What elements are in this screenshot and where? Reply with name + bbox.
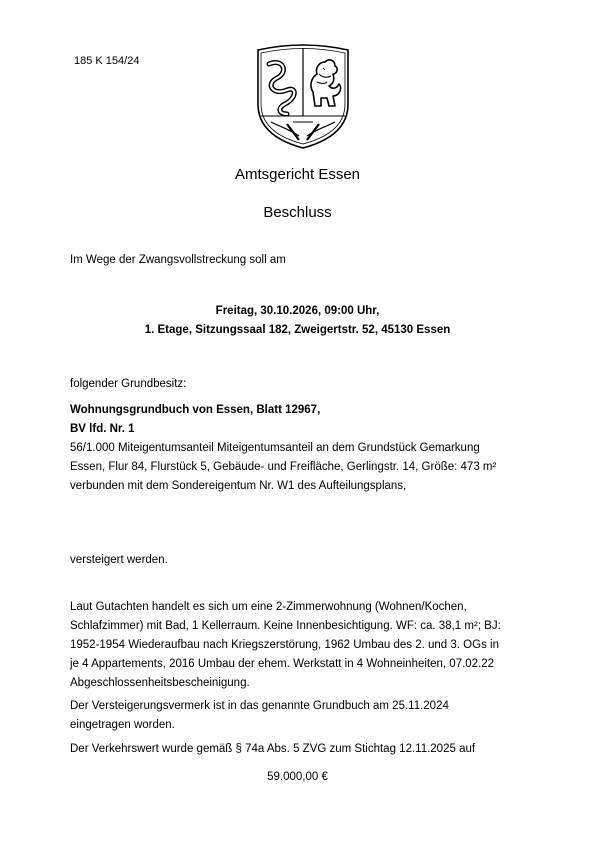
auction-verb: versteigert werden. [70, 554, 168, 566]
market-value-amount: 59.000,00 € [267, 771, 328, 783]
case-number: 185 K 154/24 [74, 55, 140, 67]
appointment-location: 1. Etage, Sitzungssaal 182, Zweigertstr. 52, 45130 Essen [144, 324, 451, 336]
document-title: Beschluss [263, 204, 332, 221]
property-line: 56/1.000 Miteigentumsanteil Miteigentumsanteil an dem Grundstück Gemarkung [70, 442, 480, 454]
property-description [70, 439, 540, 496]
nrw-coat-of-arms-icon [253, 44, 353, 152]
registration-line: eingetragen worden. [70, 719, 175, 731]
registration-line: Der Versteigerungsvermerk ist in das genannte Grundbuch am 25.11.2024 [70, 700, 449, 712]
land-register: Wohnungsgrundbuch von Essen, Blatt 12967, [70, 404, 321, 416]
property-line: verbunden mit dem Sondereigentum Nr. W1 des Aufteilungsplans, [70, 480, 407, 492]
court-name: Amtsgericht Essen [234, 166, 361, 183]
appraisal-text [70, 598, 540, 693]
intro-text: Im Wege der Zwangsvollstreckung soll am [70, 254, 286, 266]
property-line: Essen, Flur 84, Flurstück 5, Gebäude- und Freifläche, Gerlingstr. 14, Größe: 473 m² [70, 461, 497, 473]
appraisal-line: Laut Gutachten handelt es sich um eine 2-Zimmerwohnung (Wohnen/Kochen, [70, 601, 467, 613]
appointment-date: Freitag, 30.10.2026, 09:00 Uhr, [215, 305, 380, 317]
registration-text [70, 697, 540, 735]
property-intro: folgender Grundbesitz: [70, 378, 187, 390]
appraisal-line: Abgeschlossenheitsbescheinigung. [70, 677, 250, 689]
market-value-text: Der Verkehrswert wurde gemäß § 74a Abs. 5 ZVG zum Stichtag 12.11.2025 auf [70, 743, 476, 755]
appraisal-line: Schlafzimmer) mit Bad, 1 Kellerraum. Keine Innenbesichtigung. WF: ca. 38,1 m²; BJ: [70, 620, 501, 632]
appraisal-line: je 4 Appartements, 2016 Umbau der ehem. Werkstatt in 4 Wohneinheiten, 07.02.22 [70, 658, 495, 670]
appraisal-line: 1952-1954 Wiederaufbau nach Kriegszerstörung, 1962 Umbau des 2. und 3. OGs in [70, 639, 499, 651]
inventory-number: BV lfd. Nr. 1 [70, 423, 135, 435]
